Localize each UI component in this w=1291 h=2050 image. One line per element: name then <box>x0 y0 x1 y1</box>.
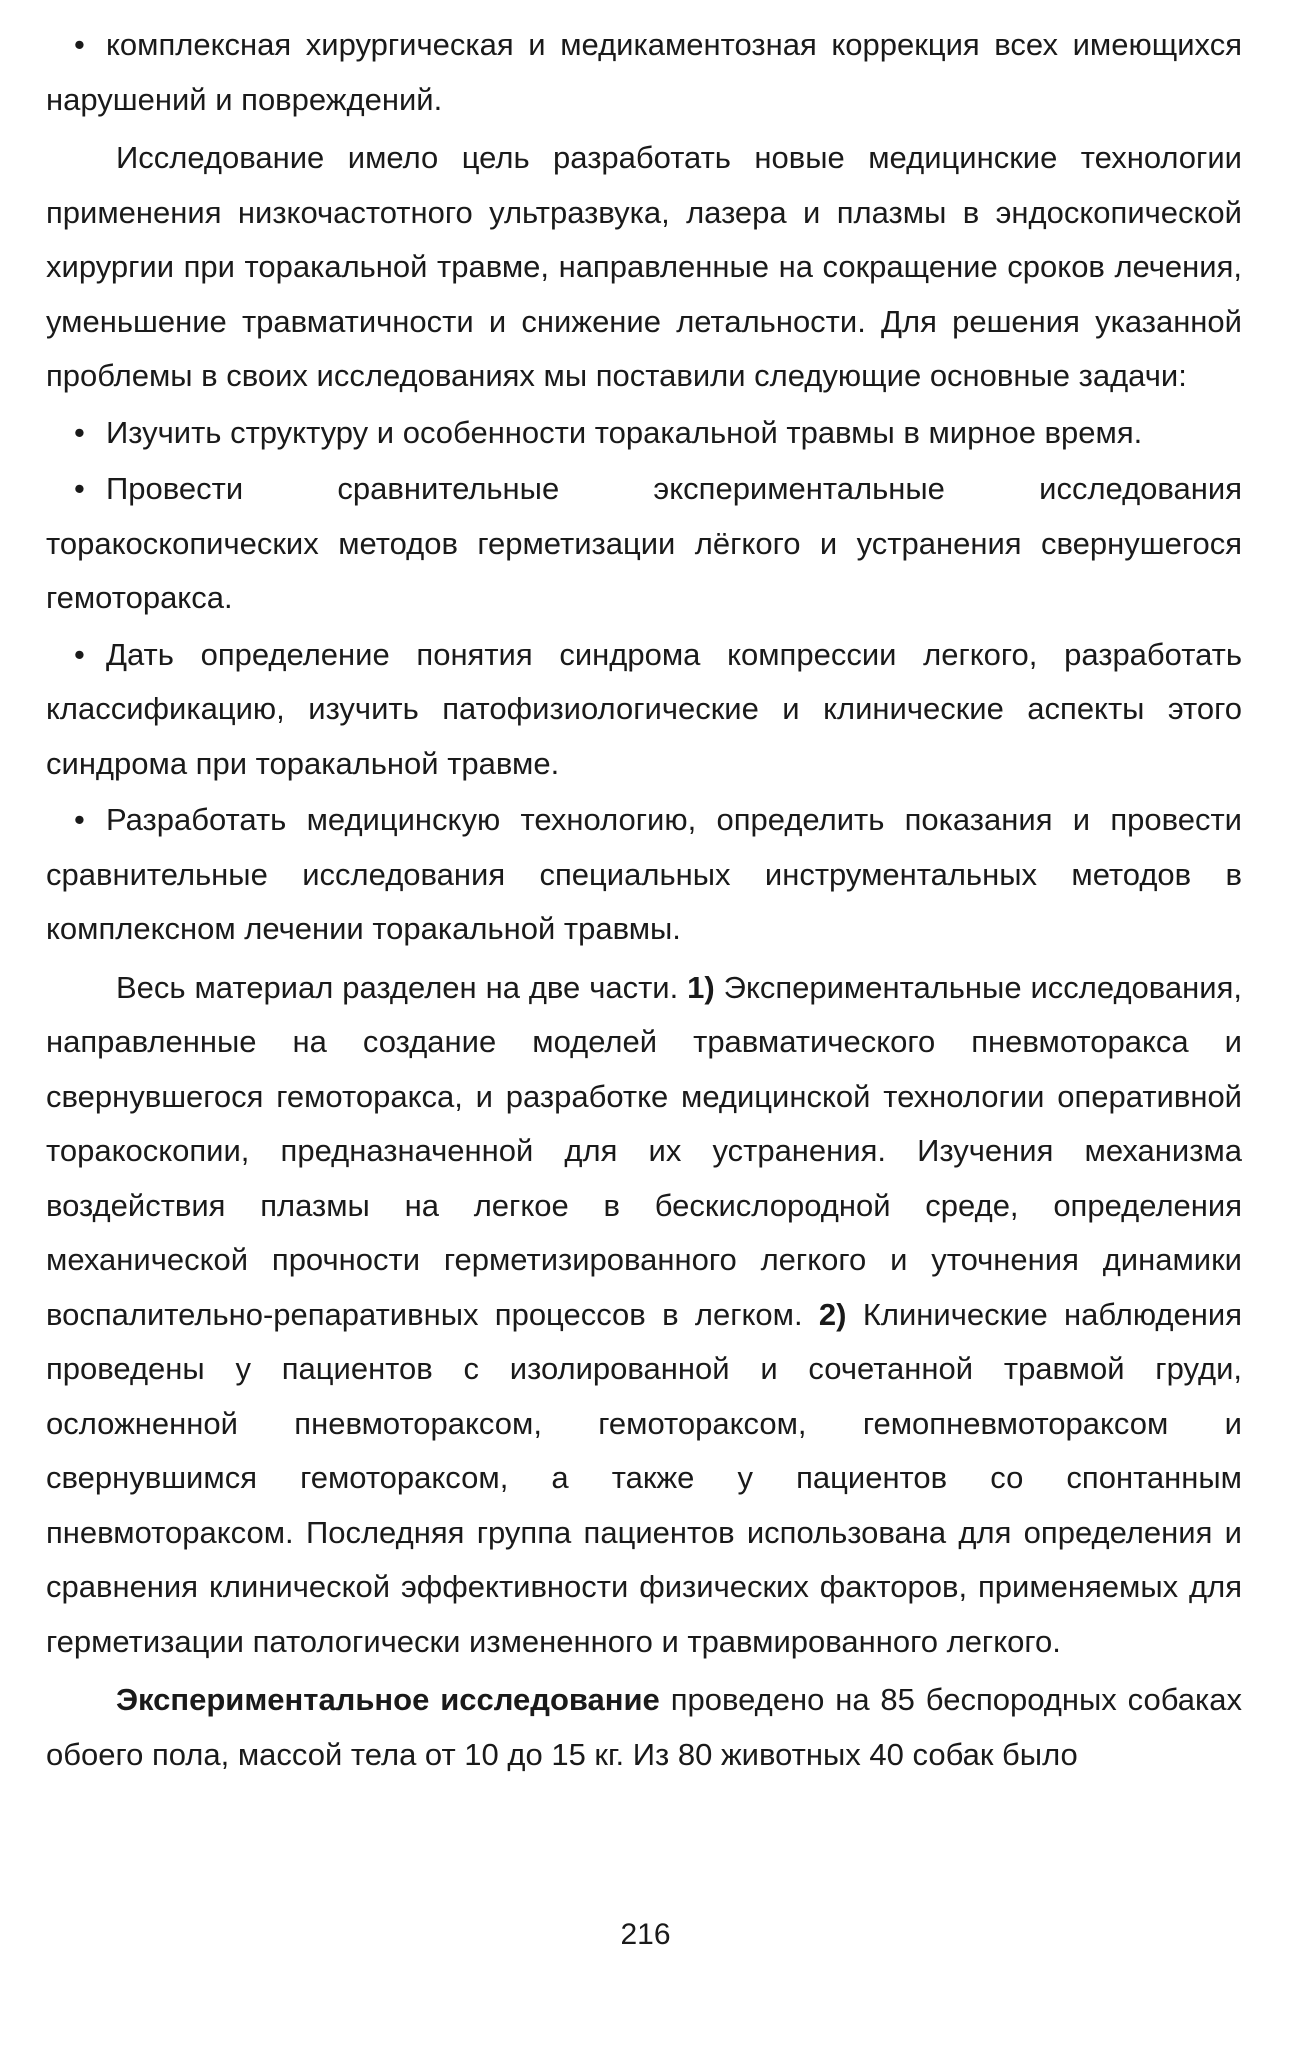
list-item <box>46 18 1242 127</box>
bullet-icon: • <box>74 414 85 450</box>
page-body <box>46 18 1242 1782</box>
list-item <box>46 628 1242 792</box>
paragraph <box>46 961 1242 1670</box>
paragraph-text: проведено на 85 беспородных собаках обоего пола, массой тела от 10 до 15 кг. Из 80 животных 40 собак было <box>46 1682 1242 1772</box>
section-lead: Экспериментальное исследование <box>116 1682 660 1717</box>
list-item-text: Разработать медицинскую технологию, определить показания и провести сравнительные исследования специальных инструментальных методов в комплексном лечении торакальной травмы. <box>46 802 1242 946</box>
bullet-icon: • <box>74 471 85 506</box>
paragraph-text: Весь материал разделен на две части. <box>116 969 679 1005</box>
list-item <box>46 462 1242 626</box>
list-item-text: Изучить структуру и особенности торакальной травмы в мирное время. <box>106 414 1143 450</box>
bullet-icon: • <box>74 27 85 62</box>
bullet-icon: • <box>74 636 85 672</box>
page-number: 216 <box>620 1918 671 1951</box>
paragraph <box>46 131 1242 404</box>
paragraph-text: Клинические наблюдения проведены у пациентов с изолированной и сочетанной травмой груди, осложненной пневмотораксом, гемотораксом, гемопневмотораксом и свернувшимся гемотораксом, а также у пациентов со спонтанным пневмотораксом. Последняя группа пациентов использована для определения и сравнения клинической эффективности физических факторов, применяемых для герметизации патологически измененного и травмированного легкого. <box>46 1296 1242 1659</box>
list-item-text: комплексная хирургическая и медикаментозная коррекция всех имеющихся нарушений и повреждений. <box>46 27 1242 117</box>
bullet-icon: • <box>74 802 85 837</box>
paragraph-text: Исследование имело цель разработать новые медицинские технологии применения низкочастотного ультразвука, лазера и плазмы в эндоскопической хирургии при торакальной травме, направленные на сокращение сроков лечения, уменьшение травматичности и снижение летальности. Для решения указанной проблемы в своих исследованиях мы поставили следующие основные задачи: <box>46 140 1242 393</box>
list-item-text: Провести сравнительные экспериментальные исследования торакоскопических методов герметизации лёгкого и устранения свернушегося гемоторакса. <box>46 471 1242 615</box>
paragraph <box>46 1673 1242 1782</box>
list-item-text: Дать определение понятия синдрома компрессии легкого, разработать классификацию, изучить патофизиологические и клинические аспекты этого синдрома при торакальной травме. <box>46 636 1242 781</box>
item-number: 2) <box>818 1296 847 1332</box>
list-item <box>46 406 1242 461</box>
paragraph-text: Экспериментальные исследования, направленные на создание моделей травматического пневмоторакса и свернувшегося гемоторакса, и разработке медицинской технологии оперативной торакоскопии, предназначенной для их устранения. Изучения механизма воздействия плазмы на легкое в бескислородной среде, определения механической прочности герметизированного легкого и уточнения динамики воспалительно-репаративных процессов в легком. <box>46 969 1242 1332</box>
item-number: 1) <box>687 969 715 1005</box>
list-item <box>46 793 1242 957</box>
